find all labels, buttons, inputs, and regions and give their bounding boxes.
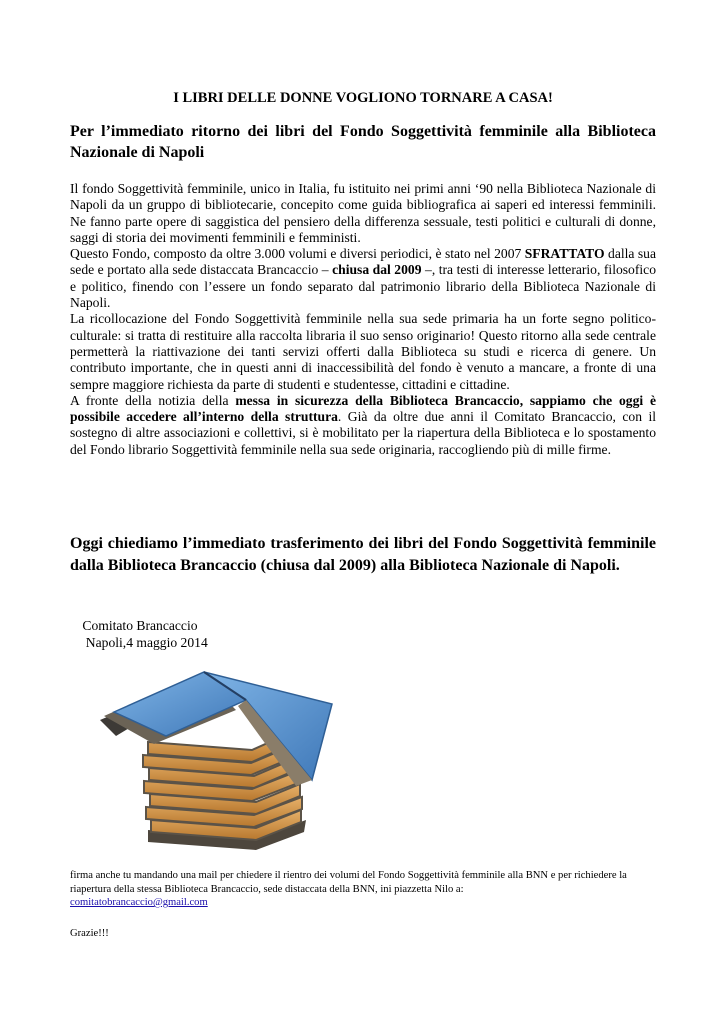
thanks-text: Grazie!!! (70, 928, 109, 939)
footer-text: firma anche tu mandando una mail per chiedere il rientro dei volumi del Fondo Soggettività femminile alla BNN e per richiedere la riapertura della stessa Biblioteca Brancaccio, sede distaccata della BNN, ini piazzetta Nilo a: (70, 870, 627, 895)
paragraph-3: La ricollocazione del Fondo Soggettività femminile nella sua sede primaria ha un forte segno politico-culturale: si tratta di restituire alla raccolta libraria il suo senso originario! Questo ritorno alla sede centrale permetterà la riattivazione dei tanti servizi offerti dalla Biblioteca su studi e ricerca di genere. Un contributo importante, che in questi anni di inaccessibilità del fondo è venuto a mancare, a fronte di una sempre maggiore richiesta da parte di studenti e studentesse, cittadini e cittadine. (70, 311, 656, 392)
footer-note (70, 869, 656, 910)
sicurezza-emphasis: messa in sicurezza della Biblioteca Brancaccio, sappiamo che oggi è possibile accedere all’interno della struttura (70, 392, 656, 425)
books-house-illustration-icon (96, 670, 336, 855)
signature-date: Napoli,4 maggio 2014 (79, 635, 208, 650)
page-title: I LIBRI DELLE DONNE VOGLIONO TORNARE A CASA! (173, 90, 553, 106)
paragraph-4: A fronte della notizia della messa in sicurezza della Biblioteca Brancaccio, sappiamo che oggi è possibile accedere all’interno della struttura. Già da oltre due anni il Comitato Brancaccio, con il sostegno di altre associazioni e collettivi, si è mobilitato per la riapertura della Biblioteca e lo spostamento del Fondo librario Soggettività femminile nella sua sede originaria, raccogliendo più di mille firme. (70, 392, 657, 457)
signature-org: Comitato Brancaccio (79, 618, 198, 633)
sfrattato-emphasis: SFRATTATO (524, 246, 605, 262)
email-link[interactable]: comitatobrancaccio@gmail.com (70, 897, 208, 908)
subtitle: Per l’immediato ritorno dei libri del Fondo Soggettività femminile alla Biblioteca Nazionale di Napoli (70, 123, 656, 161)
paragraph-2: Questo Fondo, composto da oltre 3.000 volumi e diversi periodici, è stato nel 2007 SFRATTATO dalla sua sede e portato alla sede distaccata Brancaccio – chiusa dal 2009 –, tra testi di interesse letterario, filosofico e politico, finendo con l’essere un fondo separato dal patrimonio librario della Biblioteca Nazionale di Napoli. (70, 246, 656, 311)
body-text (70, 181, 656, 458)
signature (79, 617, 208, 651)
paragraph-1: Il fondo Soggettività femminile, unico in Italia, fu istituito nei primi anni ‘90 nella Biblioteca Nazionale di Napoli da un gruppo di bibliotecarie, concepito come guida bibliografica ai saperi ed interessi femminili. Ne fanno parte opere di saggistica del pensiero della differenza sessuale, testi politici e culturali di donne, saggi di storia dei movimenti femminili e femministi. (70, 181, 656, 245)
chiusa-emphasis: chiusa dal 2009 (332, 262, 422, 278)
request-heading: Oggi chiediamo l’immediato trasferimento dei libri del Fondo Soggettività femminile dalla Biblioteca Brancaccio (chiusa dal 2009) alla Biblioteca Nazionale di Napoli. (70, 535, 656, 574)
